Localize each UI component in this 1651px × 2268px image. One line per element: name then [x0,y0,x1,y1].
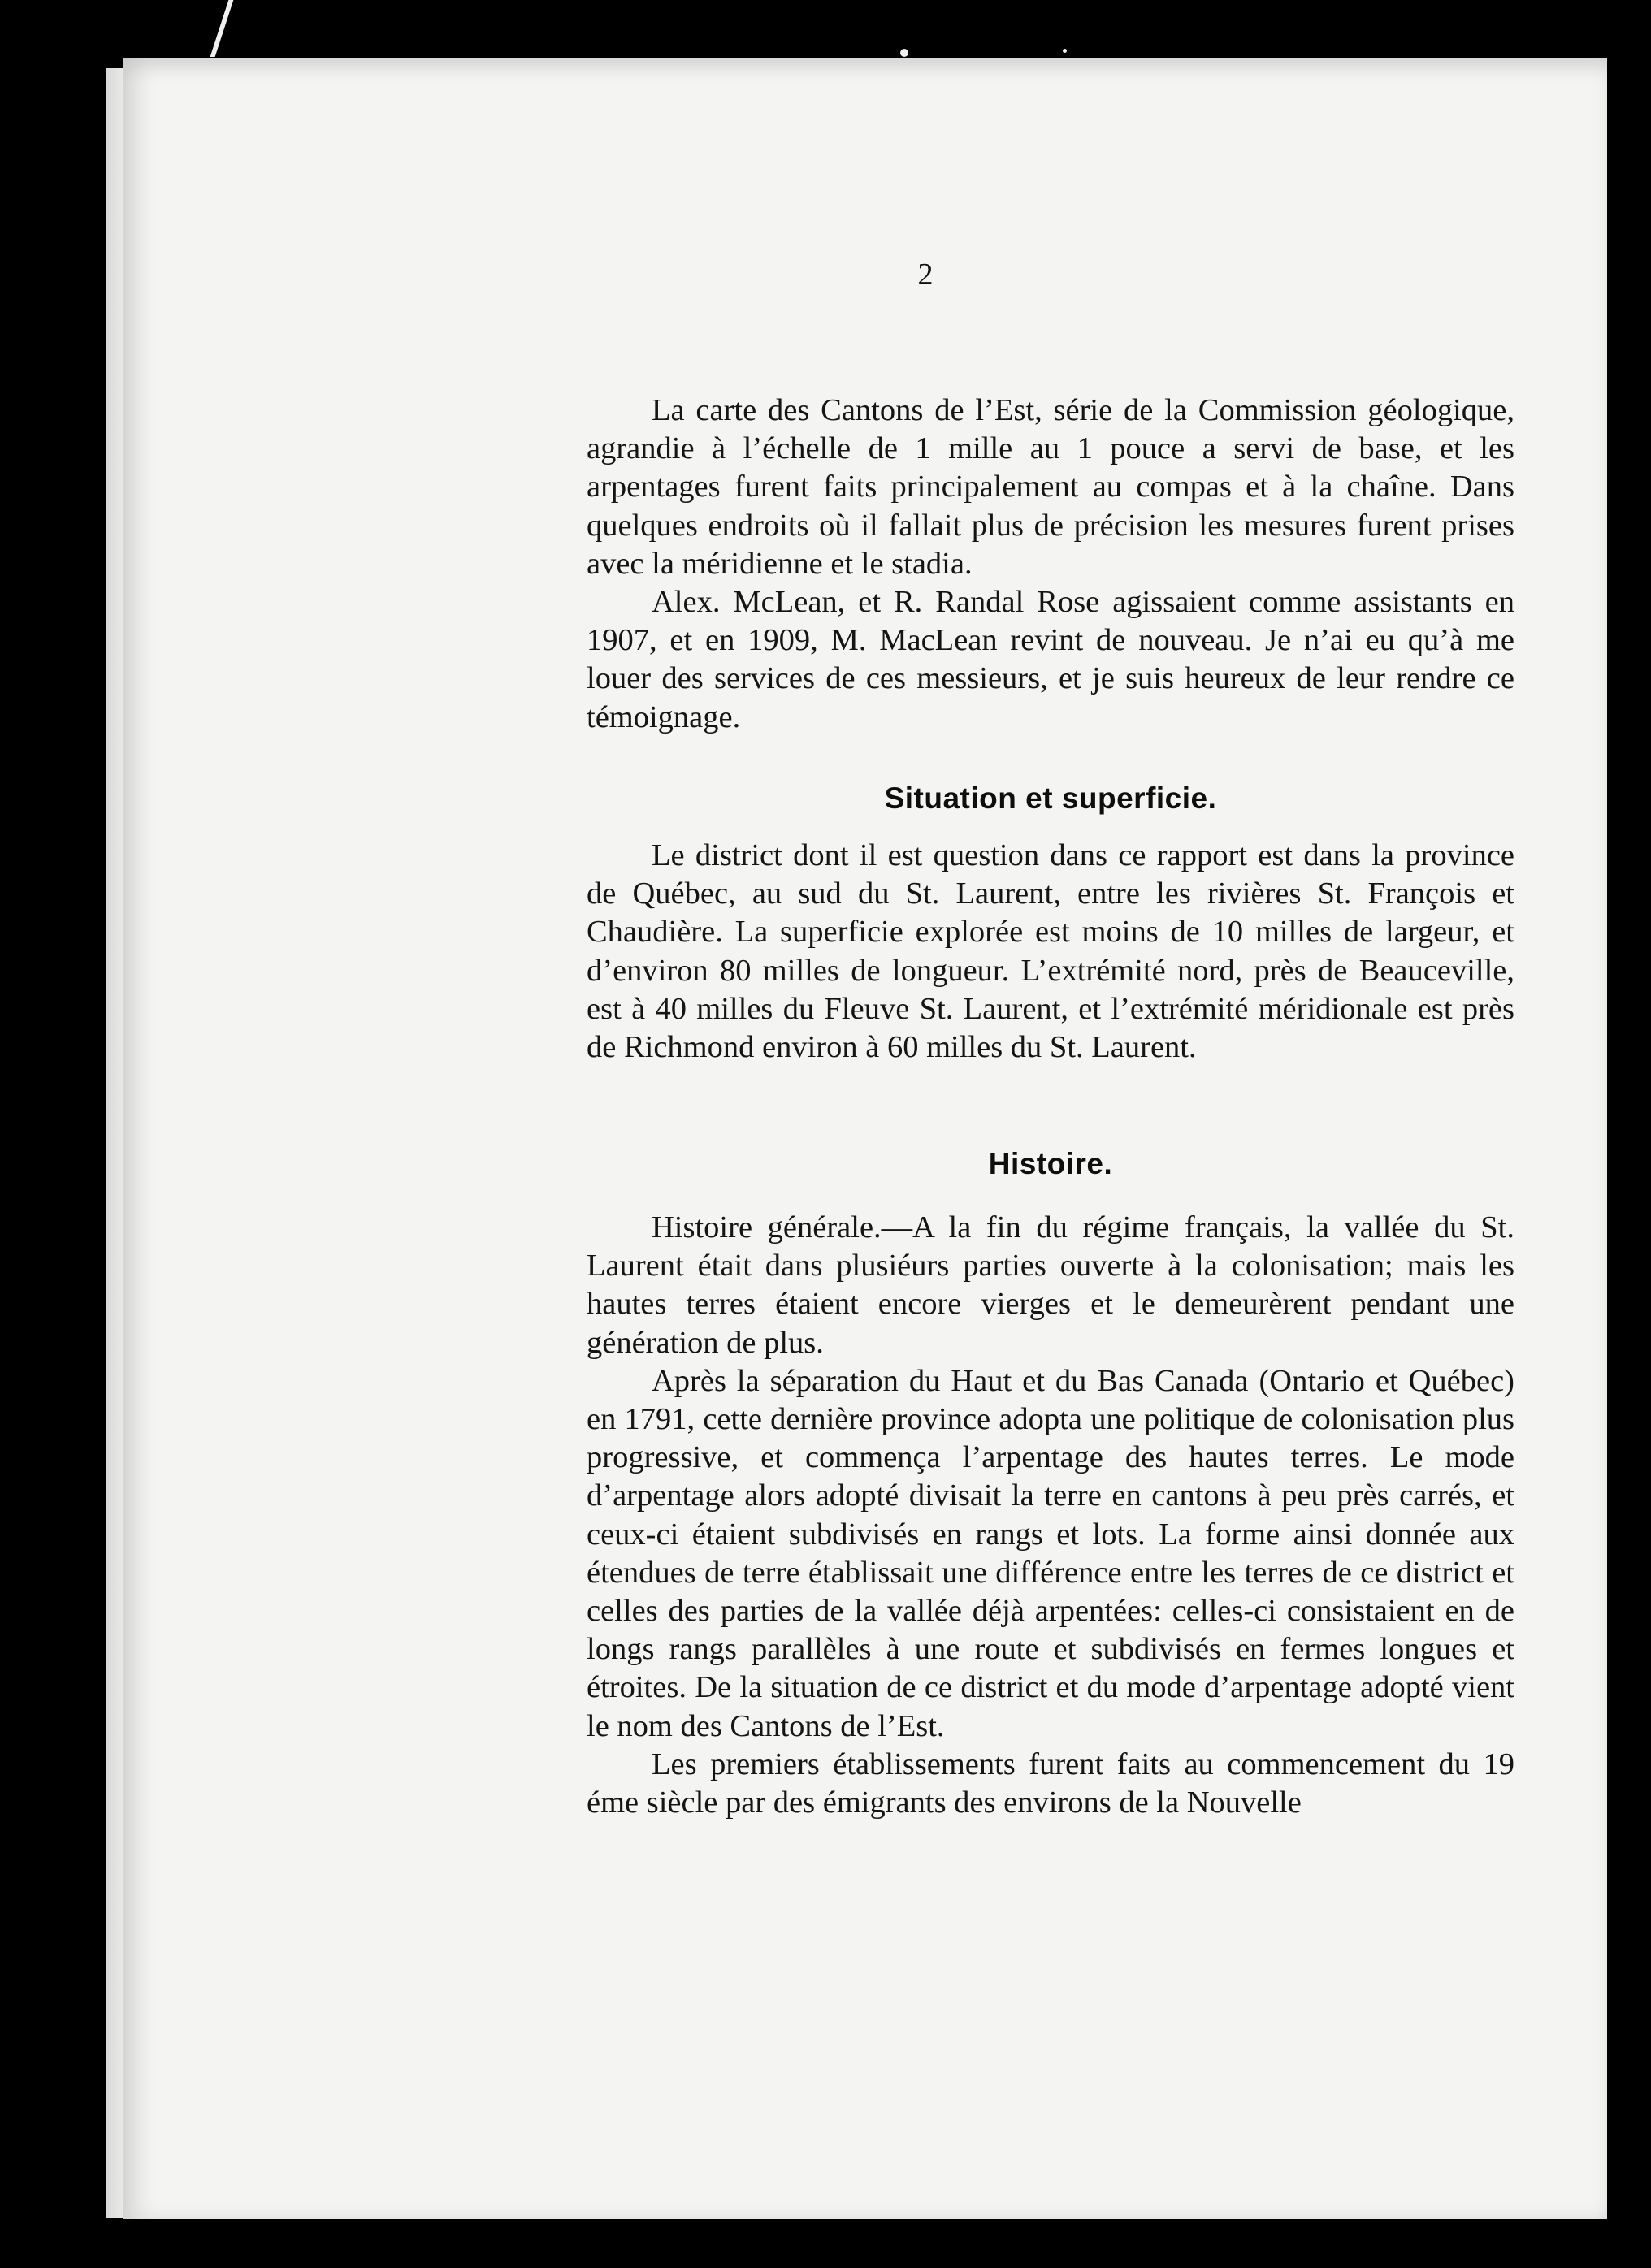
paragraph: La carte des Cantons de l’Est, série de la Commission géologique, agrandie à l’échelle de 1 mille au 1 pouce a servi de base, et les arpentages furent faits principalement au compas et à la chaîne. Dans quelques endroits où il fallait plus de précision les mesures furent prises avec la méridienne et le stadia. [587,393,1514,581]
paragraph: Le district dont il est question dans ce rapport est dans la province de Québec, au sud du St. Laurent, entre les rivières St. François et Chaudière. La superficie explorée est moins de 10 milles de largeur, et d’environ 80 milles de longueur. L’extrémité nord, près de Beauceville, est à 40 milles du Fleuve St. Laurent, et l’extrémité méridionale est près de Richmond environ à 60 milles du St. Laurent. [587,838,1514,1065]
page-number: 2 [917,258,934,292]
section-heading-histoire: Histoire. [988,1147,1113,1180]
scanned-page [124,58,1607,2219]
scan-artifact [900,49,908,57]
paragraph: Après la séparation du Haut et du Bas Canada (Ontario et Québec) en 1791, cette dernière province adopta une politique de colonisation plus progressive, et commença l’arpentage des hautes terres. Le mode d’arpentage alors adopté divisait la terre en cantons à peu près carrés, et ceux-ci étaient subdivisés en rangs et lots. La forme ainsi donnée aux étendues de terre établissait une différence entre les terres de ce district et celles des parties de la vallée déjà arpentées: celles-ci consistaient en de longs rangs parallèles à une route et subdivisés en fermes longues et étroites. De la situation de ce district et du mode d’arpentage adopté vient le nom des Cantons de l’Est. [587,1363,1514,1743]
paragraph: Alex. McLean, et R. Randal Rose agissaient comme assistants en 1907, et en 1909, M. MacLean revint de nouveau. Je n’ai eu qu’à me louer des services de ces messieurs, et je suis heureux de leur rendre ce témoignage. [587,585,1514,734]
situation-text-block [587,837,1514,1067]
intro-text-block [587,392,1514,737]
section-heading-situation: Situation et superficie. [884,781,1217,815]
histoire-text-block [587,1209,1514,1822]
paragraph: Les premiers établissements furent faits au commencement du 19 éme siècle par des émigrants des environs de la Nouvelle [587,1746,1514,1820]
scan-artifact [210,0,234,57]
scan-artifact [1063,49,1067,53]
paragraph: Histoire générale.—A la fin du régime français, la vallée du St. Laurent était dans plusiéurs parties ouverte à la colonisation; mais les hautes terres étaient encore vierges et le demeurèrent pendant une génération de plus. [587,1210,1514,1360]
